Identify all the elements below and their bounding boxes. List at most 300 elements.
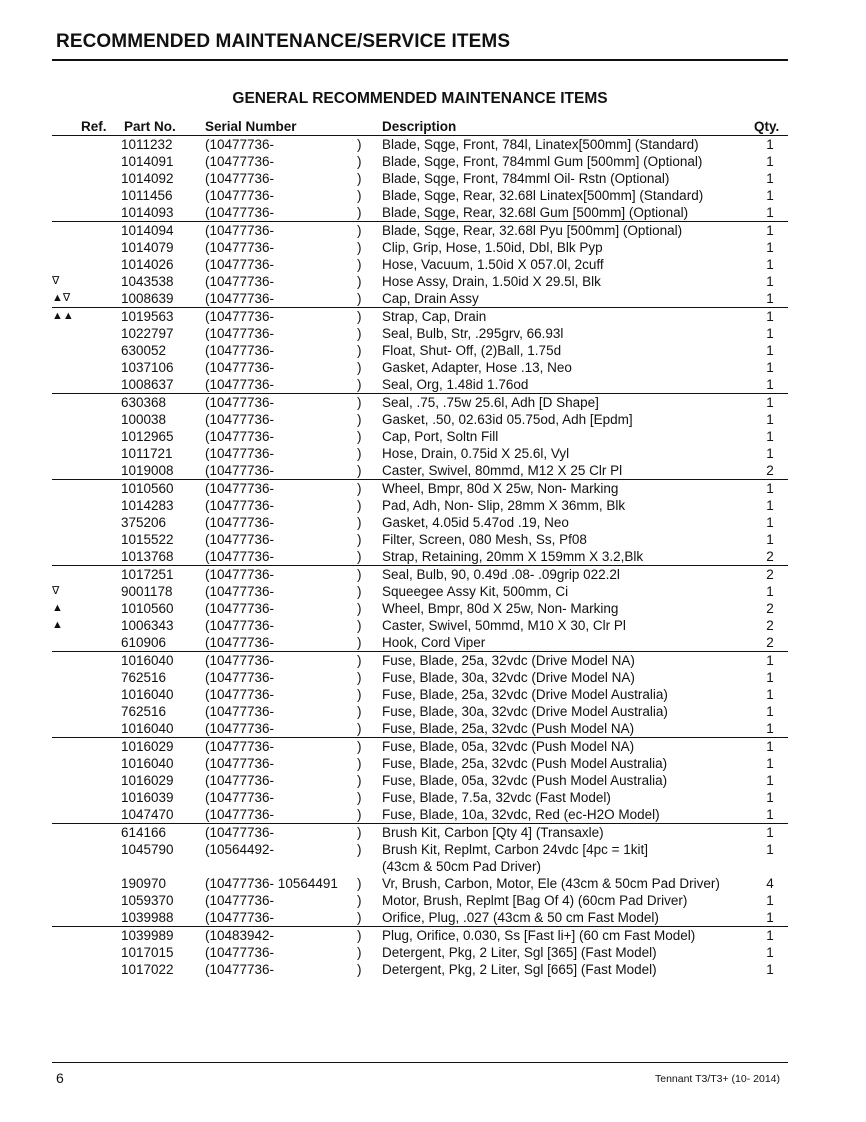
table-row (52, 652, 788, 669)
part-number: 1039988 (121, 910, 174, 925)
serial-number: (10477736- (205, 601, 275, 616)
row-group (52, 308, 788, 394)
part-number: 1059370 (121, 893, 174, 908)
table-row (52, 342, 788, 359)
serial-number: (10477736- (205, 171, 275, 186)
part-number: 100038 (121, 412, 167, 427)
quantity: 1 (766, 790, 774, 805)
table-row (52, 325, 788, 342)
table-row (52, 187, 788, 204)
serial-close-paren: ) (357, 515, 362, 530)
serial-number: (10477736- (205, 790, 275, 805)
serial-close-paren: ) (357, 291, 362, 306)
description: Caster, Swivel, 80mmd, M12 X 25 Clr Pl (382, 463, 623, 478)
quantity: 1 (766, 945, 774, 960)
description: Strap, Cap, Drain (382, 309, 487, 324)
description: Hose, Drain, 0.75id X 25.6l, Vyl (382, 446, 570, 461)
serial-number: (10477736- (205, 893, 275, 908)
serial-number: (10477736- (205, 773, 275, 788)
part-number: 375206 (121, 515, 167, 530)
table-row (52, 824, 788, 841)
description: Fuse, Blade, 30a, 32vdc (Drive Model Australia) (382, 704, 668, 719)
table-row (52, 204, 788, 221)
quantity: 2 (766, 549, 774, 564)
serial-number: (10477736- (205, 584, 275, 599)
footer-divider (52, 1062, 788, 1063)
parts-table (52, 136, 788, 978)
table-row (52, 376, 788, 393)
part-number: 1014092 (121, 171, 174, 186)
description: Seal, Org, 1.48id 1.76od (382, 377, 529, 392)
serial-close-paren: ) (357, 171, 362, 186)
description: Wheel, Bmpr, 80d X 25w, Non- Marking (382, 601, 619, 616)
serial-close-paren: ) (357, 223, 362, 238)
serial-number: (10477736- (205, 756, 275, 771)
part-number: 1010560 (121, 601, 174, 616)
description: Caster, Swivel, 50mmd, M10 X 30, Clr Pl (382, 618, 626, 633)
serial-number: (10477736- (205, 412, 275, 427)
quantity: 1 (766, 653, 774, 668)
part-number: 1043538 (121, 274, 174, 289)
table-row (52, 153, 788, 170)
part-number: 9001178 (121, 584, 173, 599)
serial-close-paren: ) (357, 893, 362, 908)
quantity: 1 (766, 377, 774, 392)
serial-number: (10477736- (205, 205, 275, 220)
serial-number: (10477736- (205, 137, 275, 152)
serial-close-paren: ) (357, 756, 362, 771)
serial-number: (10477736- (205, 291, 275, 306)
serial-close-paren: ) (357, 601, 362, 616)
quantity: 1 (766, 257, 774, 272)
part-number: 1016040 (121, 653, 174, 668)
description: Detergent, Pkg, 2 Liter, Sgl [665] (Fast Model) (382, 962, 657, 977)
part-number: 762516 (121, 670, 167, 685)
quantity: 1 (766, 171, 774, 186)
table-row (52, 806, 788, 823)
description: Fuse, Blade, 25a, 32vdc (Drive Model NA) (382, 653, 635, 668)
description: Hose, Vacuum, 1.50id X 057.0l, 2cuff (382, 257, 604, 272)
quantity: 1 (766, 343, 774, 358)
description: Blade, Sqge, Front, 784l, Linatex[500mm] (Standard) (382, 137, 699, 152)
serial-close-paren: ) (357, 721, 362, 736)
part-number: 1037106 (121, 360, 174, 375)
row-group (52, 480, 788, 566)
quantity: 1 (766, 756, 774, 771)
description: Hook, Cord Viper (382, 635, 486, 650)
table-row (52, 222, 788, 239)
part-number: 610906 (121, 635, 167, 650)
description: Blade, Sqge, Front, 784mml Oil- Rstn (Optional) (382, 171, 670, 186)
description: Fuse, Blade, 25a, 32vdc (Drive Model Australia) (382, 687, 668, 702)
table-row (52, 789, 788, 806)
table-row (52, 927, 788, 944)
document-info: Tennant T3/T3+ (10- 2014) (654, 1073, 780, 1085)
quantity: 1 (766, 223, 774, 238)
quantity: 1 (766, 205, 774, 220)
description: Blade, Sqge, Rear, 32.68l Pyu [500mm] (Optional) (382, 223, 683, 238)
quantity: 1 (766, 807, 774, 822)
serial-close-paren: ) (357, 395, 362, 410)
serial-number: (10477736- (205, 532, 275, 547)
serial-close-paren: ) (357, 137, 362, 152)
description: Seal, Bulb, 90, 0.49d .08- .09grip 022.2l (382, 567, 620, 582)
table-row (52, 892, 788, 909)
quantity: 1 (766, 687, 774, 702)
part-number: 1016029 (121, 739, 174, 754)
serial-number: (10477736- (205, 653, 275, 668)
part-number: 1019563 (121, 309, 174, 324)
quantity: 1 (766, 446, 774, 461)
serial-number: (10477736- (205, 309, 275, 324)
serial-close-paren: ) (357, 618, 362, 633)
quantity: 1 (766, 670, 774, 685)
serial-number: (10477736- (205, 481, 275, 496)
quantity: 1 (766, 137, 774, 152)
description: Fuse, Blade, 10a, 32vdc, Red (ec-H2O Model) (382, 807, 660, 822)
part-number: 1014093 (121, 205, 174, 220)
quantity: 1 (766, 240, 774, 255)
table-header (52, 119, 788, 136)
serial-close-paren: ) (357, 205, 362, 220)
serial-close-paren: ) (357, 790, 362, 805)
serial-number: (10477736- (205, 825, 275, 840)
part-number: 1011721 (121, 446, 173, 461)
serial-number: (10477736- (205, 429, 275, 444)
description: Blade, Sqge, Rear, 32.68l Linatex[500mm] (Standard) (382, 188, 704, 203)
quantity: 1 (766, 704, 774, 719)
serial-close-paren: ) (357, 240, 362, 255)
table-row (52, 703, 788, 720)
quantity: 2 (766, 635, 774, 650)
description: Gasket, 4.05id 5.47od .19, Neo (382, 515, 569, 530)
table-row (52, 239, 788, 256)
serial-close-paren: ) (357, 584, 362, 599)
serial-number: (10477736- (205, 807, 275, 822)
quantity: 4 (766, 876, 774, 891)
serial-number: (10564492- (205, 842, 275, 857)
quantity: 1 (766, 910, 774, 925)
serial-close-paren: ) (357, 670, 362, 685)
quantity: 1 (766, 291, 774, 306)
table-row (52, 411, 788, 428)
table-row (52, 944, 788, 961)
ref-symbol: ▲∇ (52, 292, 71, 304)
part-number: 1017015 (121, 945, 174, 960)
part-number: 1014283 (121, 498, 174, 513)
header-qty: Qty. (754, 119, 780, 134)
part-number: 1016039 (121, 790, 174, 805)
serial-number: (10477736- (205, 549, 275, 564)
description: Cap, Port, Soltn Fill (382, 429, 499, 444)
table-row (52, 308, 788, 325)
table-row (52, 755, 788, 772)
description: Motor, Brush, Replmt [Bag Of 4) (60cm Pad Driver) (382, 893, 688, 908)
part-number: 1015522 (121, 532, 174, 547)
description: Brush Kit, Replmt, Carbon 24vdc [4pc = 1kit] (382, 842, 648, 857)
part-number: 1006343 (121, 618, 174, 633)
quantity: 2 (766, 567, 774, 582)
row-group (52, 136, 788, 222)
description: Fuse, Blade, 7.5a, 32vdc (Fast Model) (382, 790, 611, 805)
part-number: 630368 (121, 395, 167, 410)
serial-close-paren: ) (357, 687, 362, 702)
part-number: 1016040 (121, 687, 174, 702)
table-row (52, 359, 788, 376)
quantity: 1 (766, 721, 774, 736)
description: Clip, Grip, Hose, 1.50id, Dbl, Blk Pyp (382, 240, 603, 255)
serial-close-paren: ) (357, 343, 362, 358)
table-row (52, 669, 788, 686)
serial-number: (10477736- (205, 257, 275, 272)
quantity: 2 (766, 601, 774, 616)
quantity: 1 (766, 274, 774, 289)
table-row (52, 772, 788, 789)
serial-close-paren: ) (357, 825, 362, 840)
serial-close-paren: ) (357, 704, 362, 719)
quantity: 1 (766, 773, 774, 788)
table-row (52, 566, 788, 583)
part-number: 1017251 (121, 567, 174, 582)
table-row (52, 514, 788, 531)
table-row (52, 531, 788, 548)
part-number: 1008637 (121, 377, 174, 392)
table-row (52, 961, 788, 978)
description: Detergent, Pkg, 2 Liter, Sgl [365] (Fast Model) (382, 945, 657, 960)
description: Gasket, Adapter, Hose .13, Neo (382, 360, 572, 375)
table-row (52, 600, 788, 617)
serial-close-paren: ) (357, 481, 362, 496)
description: Strap, Retaining, 20mm X 159mm X 3.2,Blk (382, 549, 644, 564)
row-group (52, 927, 788, 978)
table-row (52, 445, 788, 462)
serial-number: (10477736- (205, 446, 275, 461)
description: Pad, Adh, Non- Slip, 28mm X 36mm, Blk (382, 498, 626, 513)
ref-symbol: ▲ (52, 619, 63, 631)
serial-number: (10477736- (205, 223, 275, 238)
serial-number: (10477736- (205, 154, 275, 169)
description: Fuse, Blade, 25a, 32vdc (Push Model NA) (382, 721, 635, 736)
serial-close-paren: ) (357, 773, 362, 788)
description: Fuse, Blade, 30a, 32vdc (Drive Model NA) (382, 670, 635, 685)
table-row (52, 394, 788, 411)
part-number: 1014091 (121, 154, 174, 169)
serial-number: (10477736- (205, 670, 275, 685)
table-row (52, 480, 788, 497)
serial-close-paren: ) (357, 188, 362, 203)
serial-number: (10477736- (205, 463, 275, 478)
description: Wheel, Bmpr, 80d X 25w, Non- Marking (382, 481, 619, 496)
table-row (52, 841, 788, 875)
part-number: 1011232 (121, 137, 173, 152)
row-group (52, 738, 788, 824)
part-number: 614166 (121, 825, 167, 840)
table-row (52, 738, 788, 755)
part-number: 1014079 (121, 240, 174, 255)
quantity: 1 (766, 326, 774, 341)
part-number: 1011456 (121, 188, 173, 203)
serial-close-paren: ) (357, 910, 362, 925)
description: Fuse, Blade, 05a, 32vdc (Push Model NA) (382, 739, 635, 754)
quantity: 1 (766, 584, 774, 599)
serial-close-paren: ) (357, 928, 362, 943)
quantity: 1 (766, 532, 774, 547)
row-group (52, 566, 788, 652)
serial-close-paren: ) (357, 309, 362, 324)
part-number: 1019008 (121, 463, 174, 478)
row-group (52, 824, 788, 927)
quantity: 1 (766, 962, 774, 977)
table-row (52, 497, 788, 514)
serial-close-paren: ) (357, 807, 362, 822)
table-row (52, 686, 788, 703)
serial-number: (10477736- (205, 188, 275, 203)
serial-close-paren: ) (357, 326, 362, 341)
quantity: 1 (766, 739, 774, 754)
serial-close-paren: ) (357, 945, 362, 960)
part-number: 1014094 (121, 223, 174, 238)
part-number: 630052 (121, 343, 167, 358)
table-row (52, 170, 788, 187)
serial-close-paren: ) (357, 635, 362, 650)
description: Orifice, Plug, .027 (43cm & 50 cm Fast Model) (382, 910, 659, 925)
serial-number: (10477736- (205, 377, 275, 392)
table-row (52, 136, 788, 153)
description: Filter, Screen, 080 Mesh, Ss, Pf08 (382, 532, 587, 547)
description: Fuse, Blade, 25a, 32vdc (Push Model Australia) (382, 756, 668, 771)
ref-symbol: ▲ (52, 602, 63, 614)
part-number: 1016029 (121, 773, 174, 788)
part-number: 1016040 (121, 721, 174, 736)
table-row (52, 617, 788, 634)
serial-close-paren: ) (357, 567, 362, 582)
quantity: 1 (766, 429, 774, 444)
serial-close-paren: ) (357, 876, 362, 891)
title-divider (52, 59, 788, 61)
ref-symbol: ∇ (52, 275, 60, 287)
serial-number: (10477736- (205, 945, 275, 960)
serial-number: (10477736- (205, 567, 275, 582)
description: Gasket, .50, 02.63id 05.75od, Adh [Epdm] (382, 412, 633, 427)
description: Vr, Brush, Carbon, Motor, Ele (43cm & 50cm Pad Driver) (382, 876, 720, 891)
serial-number: (10477736- (205, 395, 275, 410)
part-number: 1014026 (121, 257, 174, 272)
table-row (52, 634, 788, 651)
part-number: 1017022 (121, 962, 174, 977)
serial-number: (10483942- (205, 928, 275, 943)
description: Squeegee Assy Kit, 500mm, Ci (382, 584, 569, 599)
ref-symbol: ▲▲ (52, 310, 74, 322)
serial-number: (10477736- (205, 343, 275, 358)
serial-close-paren: ) (357, 549, 362, 564)
ref-symbol: ∇ (52, 585, 60, 597)
header-part-no: Part No. (124, 119, 176, 134)
description: Seal, .75, .75w 25.6l, Adh [D Shape] (382, 395, 599, 410)
row-group (52, 394, 788, 480)
serial-close-paren: ) (357, 154, 362, 169)
part-number: 1045790 (121, 842, 174, 857)
serial-number: (10477736- (205, 618, 275, 633)
description-continued: (43cm & 50cm Pad Driver) (382, 859, 542, 874)
quantity: 1 (766, 842, 774, 857)
description: Brush Kit, Carbon [Qty 4] (Transaxle) (382, 825, 604, 840)
serial-close-paren: ) (357, 257, 362, 272)
description: Cap, Drain Assy (382, 291, 479, 306)
table-row (52, 462, 788, 479)
description: Hose Assy, Drain, 1.50id X 29.5l, Blk (382, 274, 601, 289)
serial-number: (10477736- (205, 515, 275, 530)
table-row (52, 428, 788, 445)
quantity: 1 (766, 309, 774, 324)
section-title: GENERAL RECOMMENDED MAINTENANCE ITEMS (232, 90, 608, 107)
description: Plug, Orifice, 0.030, Ss [Fast li+] (60 cm Fast Model) (382, 928, 696, 943)
table-row (52, 720, 788, 737)
quantity: 1 (766, 928, 774, 943)
serial-close-paren: ) (357, 446, 362, 461)
part-number: 1008639 (121, 291, 174, 306)
serial-number: (10477736- (205, 498, 275, 513)
table-row (52, 909, 788, 926)
serial-close-paren: ) (357, 429, 362, 444)
serial-close-paren: ) (357, 653, 362, 668)
quantity: 1 (766, 498, 774, 513)
part-number: 1012965 (121, 429, 174, 444)
part-number: 1013768 (121, 549, 174, 564)
serial-number: (10477736- (205, 635, 275, 650)
table-row (52, 875, 788, 892)
page-title: RECOMMENDED MAINTENANCE/SERVICE ITEMS (56, 31, 511, 52)
row-group (52, 652, 788, 738)
serial-number: (10477736- (205, 910, 275, 925)
serial-close-paren: ) (357, 739, 362, 754)
serial-close-paren: ) (357, 498, 362, 513)
serial-number: (10477736- (205, 274, 275, 289)
header-ref: Ref. (81, 119, 107, 134)
table-row (52, 290, 788, 307)
table-row (52, 548, 788, 565)
serial-close-paren: ) (357, 962, 362, 977)
part-number: 190970 (121, 876, 167, 891)
serial-close-paren: ) (357, 463, 362, 478)
quantity: 1 (766, 893, 774, 908)
serial-number: (10477736- (205, 962, 275, 977)
quantity: 1 (766, 395, 774, 410)
quantity: 1 (766, 188, 774, 203)
serial-close-paren: ) (357, 532, 362, 547)
quantity: 1 (766, 515, 774, 530)
quantity: 1 (766, 825, 774, 840)
table-row (52, 583, 788, 600)
serial-close-paren: ) (357, 360, 362, 375)
quantity: 1 (766, 481, 774, 496)
serial-close-paren: ) (357, 842, 362, 857)
serial-number: (10477736- (205, 721, 275, 736)
part-number: 1047470 (121, 807, 174, 822)
header-description: Description (382, 119, 457, 134)
table-row (52, 256, 788, 273)
serial-number: (10477736- (205, 687, 275, 702)
serial-number: (10477736- (205, 240, 275, 255)
part-number: 762516 (121, 704, 167, 719)
quantity: 1 (766, 360, 774, 375)
description: Blade, Sqge, Front, 784mml Gum [500mm] (Optional) (382, 154, 703, 169)
quantity: 1 (766, 412, 774, 427)
part-number: 1010560 (121, 481, 174, 496)
serial-number: (10477736- 10564491 (205, 876, 338, 891)
serial-close-paren: ) (357, 412, 362, 427)
header-serial-number: Serial Number (205, 119, 297, 134)
row-group (52, 222, 788, 308)
